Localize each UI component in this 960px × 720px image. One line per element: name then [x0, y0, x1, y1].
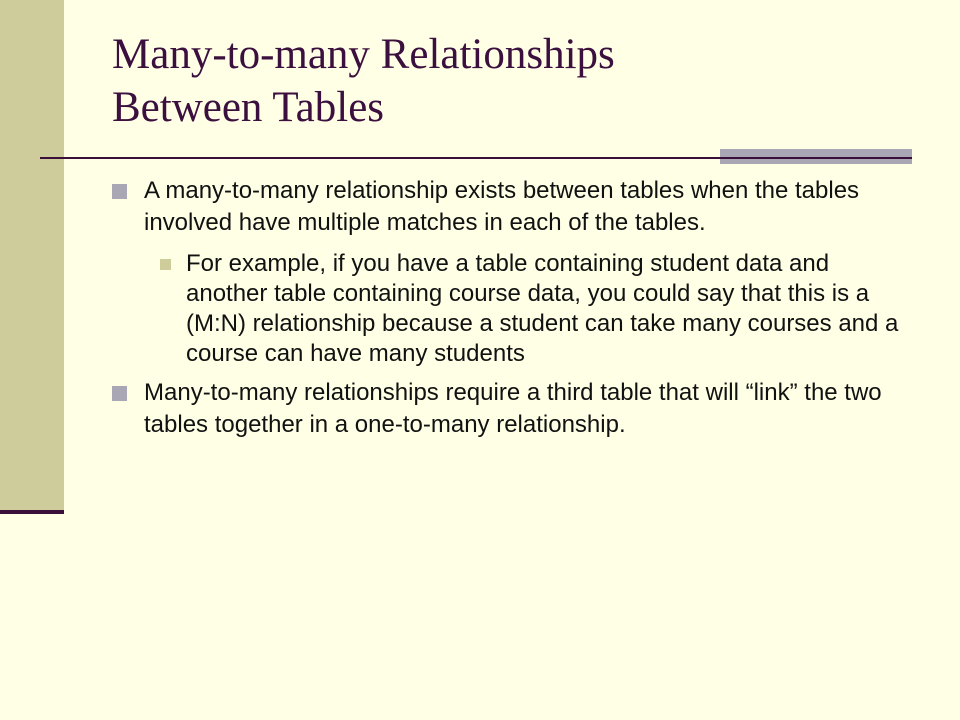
- bullet-text: A many-to-many relationship exists between tables when the tables involved have multiple matches in each of the tables.: [144, 177, 860, 236]
- left-band-rule: [0, 510, 64, 514]
- slide-title-line-2: Between Tables: [112, 84, 385, 131]
- square-sub-bullet-icon: [160, 259, 171, 270]
- title-accent-bar-lower: [720, 159, 912, 164]
- sub-bullet-text: For example, if you have a table containing student data and another table containing course data, you could say that this is a (M:N) relationship because a student can take many courses and a course can have many students: [186, 250, 899, 367]
- slide-body: [108, 175, 908, 441]
- slide-title: [112, 28, 912, 134]
- square-bullet-icon: [112, 386, 127, 401]
- bullet-text: Many-to-many relationships require a third table that will “link” the two tables together in a one-to-many relationship.: [144, 379, 882, 438]
- bullet-item: [108, 175, 908, 239]
- slide-title-line-1: Many-to-many Relationships: [112, 31, 615, 78]
- sub-bullet-item: [156, 249, 908, 369]
- bullet-item: [108, 377, 908, 441]
- left-decorative-band: [0, 0, 64, 510]
- title-accent-bar: [720, 149, 912, 157]
- square-bullet-icon: [112, 184, 127, 199]
